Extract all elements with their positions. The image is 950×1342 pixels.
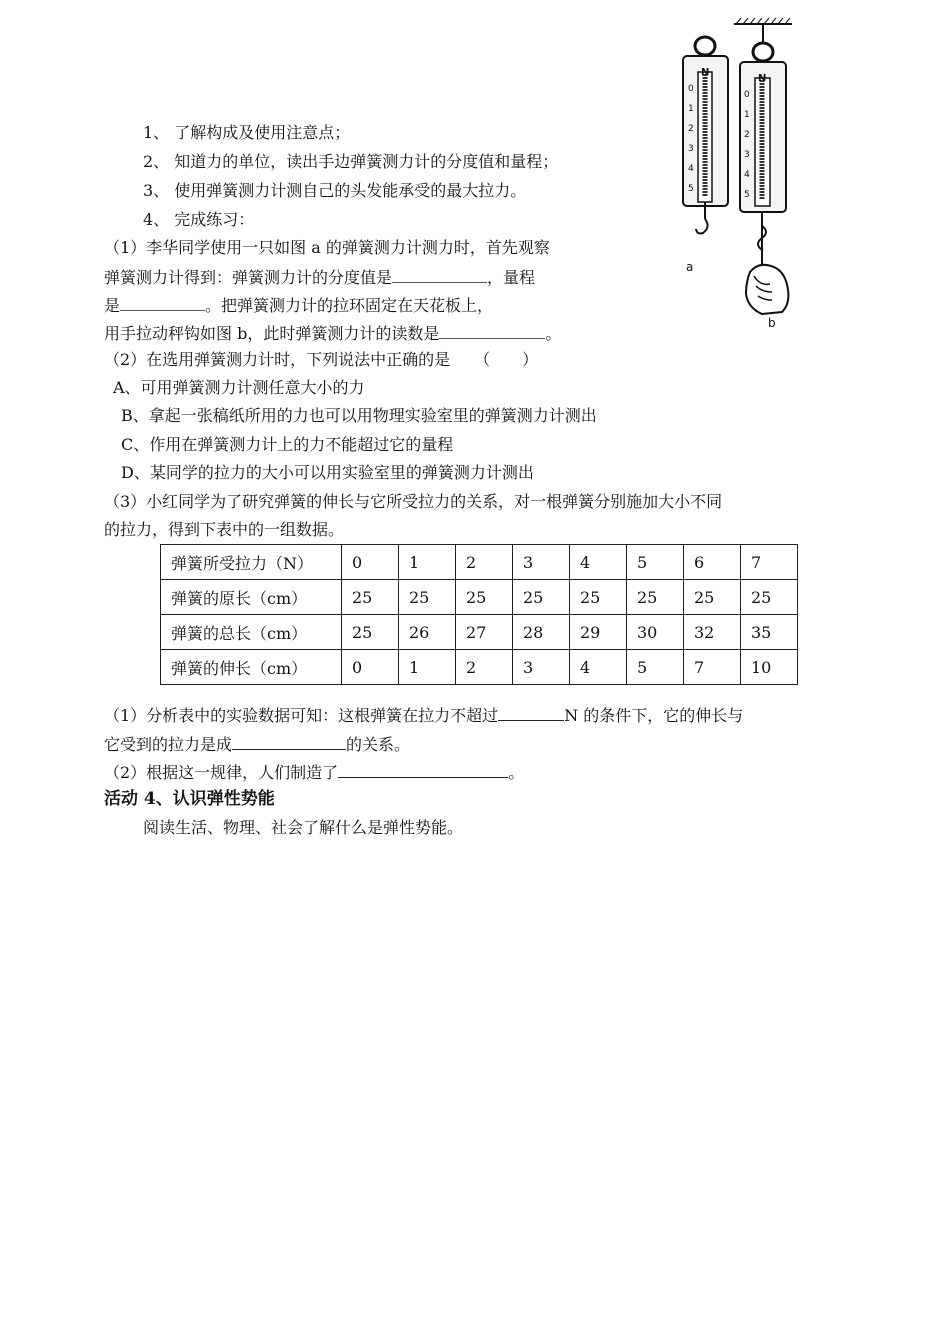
row-label: 弹簧所受拉力（N） (161, 545, 342, 580)
analysis-1-line1 (104, 704, 743, 726)
row-label: 弹簧的原长（cm） (161, 580, 342, 615)
scale-b-unit: N (758, 73, 767, 84)
spring-scale-figure (676, 14, 806, 334)
table-cell: 10 (741, 650, 798, 685)
table-cell: 25 (456, 580, 513, 615)
scale-b-tick: 3 (744, 150, 750, 160)
scale-a-tick: 1 (688, 104, 694, 114)
q2-option-a: A、可用弹簧测力计测任意大小的力 (113, 378, 365, 397)
table-cell: 4 (570, 545, 627, 580)
q1-line3-text: 是 (104, 296, 121, 315)
analysis-1-text-2: N 的条件下，它的伸长与 (564, 706, 744, 725)
table-cell: 0 (342, 650, 399, 685)
scale-b-tick: 0 (744, 90, 750, 100)
q1-line1: （1）李华同学使用一只如图 a 的弹簧测力计测力时，首先观察 (104, 238, 550, 257)
activity-heading: 活动 4、认识弹性势能 (104, 789, 275, 809)
q1-line2-tail: ，量程 (487, 268, 536, 287)
scale-a-tick: 5 (688, 184, 694, 194)
scale-b-tick: 2 (744, 130, 750, 140)
q1-line3 (104, 294, 493, 316)
invention-blank[interactable] (338, 761, 508, 778)
figure-label-a: a (686, 260, 694, 274)
table-cell: 3 (513, 545, 570, 580)
q2-option-c: C、作用在弹簧测力计上的力不能超过它的量程 (121, 435, 454, 454)
table-cell: 30 (627, 615, 684, 650)
table-cell: 29 (570, 615, 627, 650)
table-cell: 0 (342, 545, 399, 580)
relation-blank[interactable] (232, 733, 346, 750)
scale-a-unit: N (701, 67, 710, 78)
q3-line1: （3）小红同学为了研究弹簧的伸长与它所受拉力的关系，对一根弹簧分别施加大小不同 (104, 492, 723, 511)
activity-text: 阅读生活、物理、社会了解什么是弹性势能。 (143, 818, 464, 837)
scale-a-tick: 4 (688, 164, 694, 174)
division-value-blank[interactable] (392, 266, 487, 283)
scale-b-tick: 4 (744, 170, 750, 180)
table-cell: 2 (456, 545, 513, 580)
q1-line3-tail: 。把弹簧测力计的拉环固定在天花板上， (205, 296, 494, 315)
table-row (161, 650, 798, 685)
task-4: 4、 完成练习： (143, 210, 255, 229)
table-cell: 27 (456, 615, 513, 650)
table-cell: 7 (741, 545, 798, 580)
spring-scale-drawing (676, 14, 806, 334)
scale-b-tick: 1 (744, 110, 750, 120)
range-blank[interactable] (120, 294, 205, 311)
q1-line2 (104, 266, 535, 288)
table-cell: 25 (513, 580, 570, 615)
table-cell: 1 (399, 650, 456, 685)
max-force-blank[interactable] (498, 704, 564, 721)
table-row (161, 545, 798, 580)
table-cell: 28 (513, 615, 570, 650)
table-cell: 25 (570, 580, 627, 615)
task-3: 3、 使用弹簧测力计测自己的头发能承受的最大拉力。 (143, 181, 527, 200)
row-label: 弹簧的总长（cm） (161, 615, 342, 650)
analysis-1-line2-text: 它受到的拉力是成 (104, 735, 233, 754)
table-cell: 25 (399, 580, 456, 615)
table-row (161, 580, 798, 615)
table-cell: 25 (342, 615, 399, 650)
spring-data-table (160, 544, 798, 685)
table-cell: 3 (513, 650, 570, 685)
scale-a-tick: 0 (688, 84, 694, 94)
scale-a-tick: 3 (688, 144, 694, 154)
q1-line2-text: 弹簧测力计得到：弹簧测力计的分度值是 (104, 268, 393, 287)
analysis-1-line2 (104, 733, 410, 755)
table-cell: 26 (399, 615, 456, 650)
table-cell: 1 (399, 545, 456, 580)
table-row (161, 615, 798, 650)
scale-a-tick: 2 (688, 124, 694, 134)
task-1: 1、 了解构成及使用注意点； (143, 123, 351, 142)
q2-option-b: B、拿起一张稿纸所用的力也可以用物理实验室里的弹簧测力计测出 (121, 406, 597, 425)
table-cell: 32 (684, 615, 741, 650)
task-2: 2、 知道力的单位，读出手边弹簧测力计的分度值和量程； (143, 152, 559, 171)
q1-line4 (104, 322, 561, 344)
table-cell: 25 (741, 580, 798, 615)
table-cell: 25 (684, 580, 741, 615)
table-cell: 35 (741, 615, 798, 650)
table-cell: 4 (570, 650, 627, 685)
table-cell: 7 (684, 650, 741, 685)
table-cell: 5 (627, 650, 684, 685)
reading-blank[interactable] (439, 322, 545, 339)
analysis-2 (104, 761, 524, 783)
table-cell: 25 (342, 580, 399, 615)
row-label: 弹簧的伸长（cm） (161, 650, 342, 685)
analysis-2-tail: 。 (508, 763, 525, 782)
figure-label-b: b (768, 316, 776, 330)
analysis-1-line2-tail: 的关系。 (346, 735, 411, 754)
analysis-1-text: （1）分析表中的实验数据可知：这根弹簧在拉力不超过 (104, 706, 499, 725)
q2-stem: （2）在选用弹簧测力计时，下列说法中正确的是 （ ） (104, 350, 539, 369)
q2-option-d: D、某同学的拉力的大小可以用实验室里的弹簧测力计测出 (121, 463, 534, 482)
table-cell: 6 (684, 545, 741, 580)
analysis-2-text: （2）根据这一规律，人们制造了 (104, 763, 339, 782)
table-cell: 2 (456, 650, 513, 685)
table-cell: 25 (627, 580, 684, 615)
table-cell: 5 (627, 545, 684, 580)
q1-line4-tail: 。 (545, 324, 562, 343)
q1-line4-text: 用手拉动秤钩如图 b，此时弹簧测力计的读数是 (104, 324, 440, 343)
q3-line2: 的拉力，得到下表中的一组数据。 (104, 520, 345, 539)
scale-b-tick: 5 (744, 190, 750, 200)
